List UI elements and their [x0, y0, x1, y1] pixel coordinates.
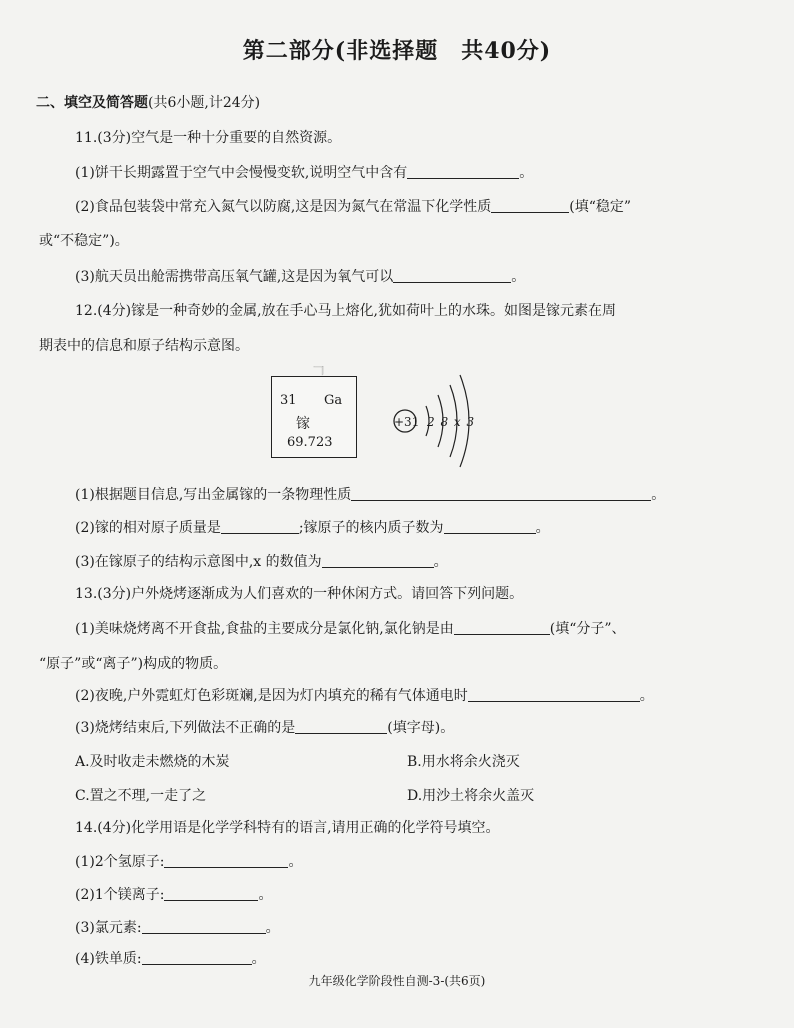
q13-part2-text: (2)夜晚,户外霓虹灯色彩斑斓,是因为灯内填充的稀有气体通电时	[75, 688, 468, 704]
q13-part3-text: (3)烧烤结束后,下列做法不正确的是	[75, 720, 296, 736]
q11-part2	[75, 198, 631, 216]
q13-part2	[75, 687, 654, 705]
answer-blank[interactable]	[142, 919, 266, 934]
q13-option-b: B.用水将余火浇灭	[407, 754, 520, 770]
atomic-mass: 69.723	[287, 435, 333, 450]
period: 。	[639, 688, 654, 704]
q13-part1-text: (1)美味烧烤离不开食盐,食盐的主要成分是氯化钠,氯化钠是由	[75, 621, 454, 637]
page-footer: 九年级化学阶段性自测-3-(共6页)	[308, 974, 486, 988]
period: 。	[651, 487, 666, 503]
q12-part1-text: (1)根据题目信息,写出金属镓的一条物理性质	[75, 487, 352, 503]
q11-part3-text: (3)航天员出舱需携带高压氧气罐,这是因为氧气可以	[75, 269, 394, 285]
q13-part3	[75, 719, 454, 737]
q12-stem: 12.(4分)镓是一种奇妙的金属,放在手心马上熔化,犹如荷叶上的水珠。如图是镓元素在周	[75, 303, 616, 319]
answer-blank[interactable]	[393, 268, 511, 283]
period: 。	[433, 554, 448, 570]
q14-part4-text: (4)铁单质:	[75, 951, 142, 967]
q14-stem: 14.(4分)化学用语是化学学科特有的语言,请用正确的化学符号填空。	[75, 820, 500, 836]
q11-part2-text: (2)食品包装袋中常充入氮气以防腐,这是因为氮气在常温下化学性质	[75, 199, 492, 215]
atomic-number: 31	[280, 393, 297, 408]
q14-part3-text: (3)氯元素:	[75, 920, 142, 936]
period: 。	[251, 951, 266, 967]
q14-part2	[75, 886, 272, 904]
q13-option-a: A.及时收走未燃烧的木炭	[75, 754, 230, 770]
answer-blank[interactable]	[164, 886, 258, 901]
period: 。	[258, 887, 273, 903]
q12-stem-cont: 期表中的信息和原子结构示意图。	[39, 338, 249, 354]
answer-blank[interactable]	[454, 620, 550, 635]
q13-part1-cont: “原子”或“离子”)构成的物质。	[39, 656, 228, 672]
answer-blank[interactable]	[142, 950, 252, 965]
element-card-gallium	[271, 376, 357, 458]
q11-stem: 11.(3分)空气是一种十分重要的自然资源。	[75, 130, 342, 146]
period: 。	[519, 165, 534, 181]
q11-part2-cont: 或“不稳定”)。	[39, 233, 129, 249]
q14-part1-text: (1)2个氢原子:	[75, 854, 165, 870]
answer-blank[interactable]	[407, 164, 519, 179]
section-note: (共6小题,计24分)	[148, 95, 261, 111]
element-box-depth	[271, 366, 366, 376]
period: 。	[265, 920, 280, 936]
q14-part3	[75, 919, 280, 937]
q14-part4	[75, 950, 266, 968]
period: 。	[288, 854, 303, 870]
electron-counts: 2 8 x 3	[427, 415, 476, 429]
q13-option-d: D.用沙土将余火盖灭	[407, 788, 535, 804]
q12-part1	[75, 486, 665, 504]
q12-part3	[75, 553, 448, 571]
q12-part2	[75, 519, 550, 537]
section-label: 二、填空及简答题	[36, 95, 148, 111]
element-name: 镓	[296, 416, 310, 432]
answer-blank[interactable]	[444, 519, 536, 534]
q11-part3	[75, 268, 525, 286]
answer-blank[interactable]	[295, 719, 387, 734]
period: 。	[511, 269, 526, 285]
answer-blank[interactable]	[322, 553, 434, 568]
answer-blank[interactable]	[221, 519, 299, 534]
q12-part3-text: (3)在镓原子的结构示意图中,x 的数值为	[75, 554, 322, 570]
nucleus-charge: +31	[394, 415, 420, 429]
element-symbol: Ga	[324, 393, 343, 408]
q14-part1	[75, 853, 302, 871]
q12-part2-text: (2)镓的相对原子质量是	[75, 520, 221, 536]
answer-blank[interactable]	[468, 687, 640, 702]
q13-stem: 13.(3分)户外烧烤逐渐成为人们喜欢的一种休闲方式。请回答下列问题。	[75, 586, 524, 602]
q13-option-c: C.置之不理,一走了之	[75, 788, 207, 804]
answer-blank[interactable]	[164, 853, 288, 868]
q13-part1	[75, 620, 626, 638]
q11-part1-text: (1)饼干长期露置于空气中会慢慢变软,说明空气中含有	[75, 165, 408, 181]
q11-part1	[75, 164, 533, 182]
q13-part1-hint: (填“分子”、	[549, 621, 626, 637]
section-heading	[36, 94, 260, 112]
answer-blank[interactable]	[491, 198, 569, 213]
answer-blank[interactable]	[351, 486, 651, 501]
q14-part2-text: (2)1个镁离子:	[75, 887, 165, 903]
q13-part3-hint: (填字母)。	[387, 720, 455, 736]
period: 。	[535, 520, 550, 536]
page-title: 第二部分(非选择题 共40分)	[242, 38, 552, 64]
q11-part2-hint: (填“稳定”	[569, 199, 632, 215]
q12-part2-text-b: ;镓原子的核内质子数为	[298, 520, 444, 536]
